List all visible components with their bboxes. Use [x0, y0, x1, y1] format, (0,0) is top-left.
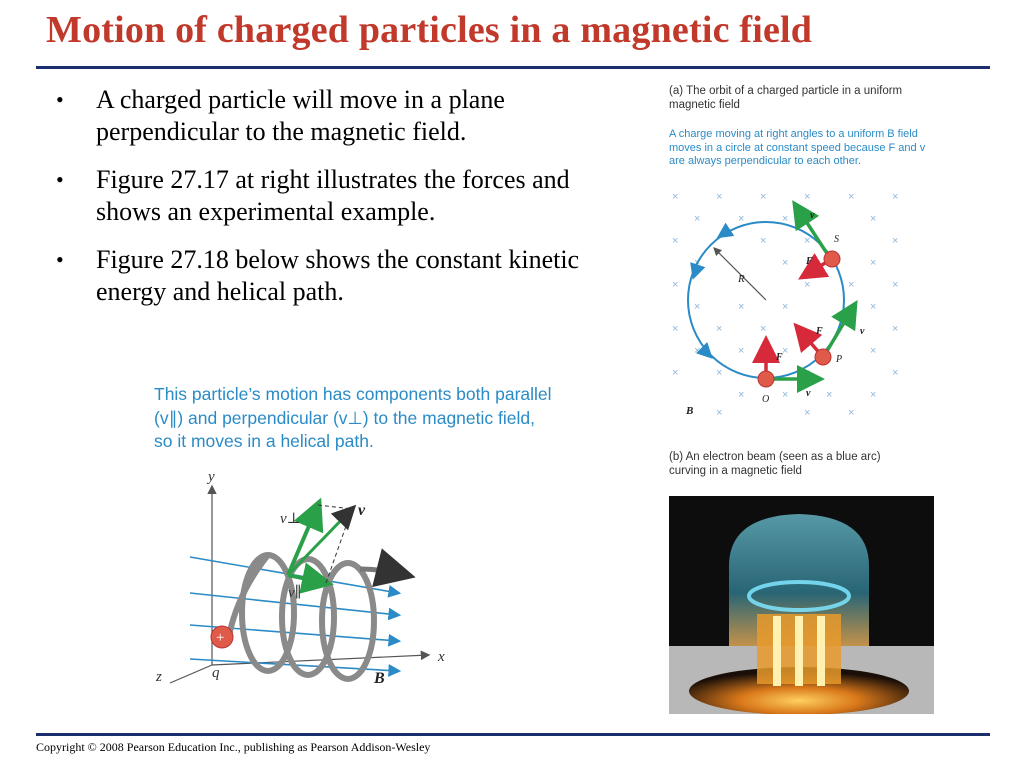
orbit-diagram [666, 190, 928, 420]
svg-text:×: × [892, 191, 899, 203]
svg-text:×: × [848, 407, 855, 419]
svg-text:×: × [694, 301, 701, 313]
svg-text:×: × [804, 235, 811, 247]
svg-text:×: × [870, 257, 877, 269]
svg-text:×: × [870, 301, 877, 313]
helix-caption: This particle’s motion has components both parallel (v∥) and perpendicular (v⊥) to the magnetic field, so it moves in a helical path. [154, 384, 552, 451]
v-label-o: v [806, 388, 811, 399]
svg-text:×: × [826, 389, 833, 401]
particle-s [824, 251, 840, 267]
x-axis [212, 655, 428, 665]
f-label-s: F [806, 256, 813, 267]
footer-divider [36, 733, 990, 736]
v-label-s: v [810, 210, 815, 221]
svg-text:×: × [892, 279, 899, 291]
svg-text:×: × [848, 191, 855, 203]
figure-b-letter: (b) [669, 451, 684, 463]
svg-text:×: × [738, 345, 745, 357]
velocity-arrow-p [824, 306, 854, 356]
svg-text:×: × [716, 367, 723, 379]
svg-text:×: × [716, 407, 723, 419]
bullet-item [52, 84, 612, 148]
svg-text:×: × [694, 213, 701, 225]
y-axis-label: y [208, 469, 215, 485]
figure-a-title: The orbit of a charged particle in a uniform magnetic field [669, 85, 903, 111]
figure-a-letter: (a) [669, 85, 684, 97]
x-axis-label: x [438, 649, 445, 665]
point-o-label: O [762, 394, 770, 405]
bullet-list [52, 84, 612, 324]
svg-text:×: × [892, 235, 899, 247]
bullet-text: A charged particle will move in a plane perpendicular to the magnetic field. [96, 85, 505, 146]
figure-a-note: A charge moving at right angles to a uniform B field moves in a circle at constant speed because F and v are always perpendicular to each other. [669, 128, 926, 167]
svg-text:×: × [782, 389, 789, 401]
f-label-p: F [816, 326, 823, 337]
svg-text:×: × [804, 367, 811, 379]
svg-text:×: × [738, 389, 745, 401]
component-guide [318, 505, 352, 509]
field-label-b: B [374, 670, 385, 687]
svg-text:×: × [672, 191, 679, 203]
svg-text:×: × [782, 345, 789, 357]
helix-diagram [150, 465, 470, 695]
copyright-footer: Copyright © 2008 Pearson Education Inc., publishing as Pearson Addison-Wesley [36, 740, 431, 754]
svg-text:×: × [870, 213, 877, 225]
z-axis-label: z [156, 669, 162, 685]
v-perp-label: v⊥ [280, 511, 301, 527]
svg-text:×: × [716, 191, 723, 203]
svg-text:×: × [782, 257, 789, 269]
bullet-text: Figure 27.18 below shows the constant kinetic energy and helical path. [96, 245, 580, 306]
charge-label-q: q [212, 665, 220, 681]
f-label-o: F [776, 352, 783, 363]
bullet-icon: • [56, 167, 64, 192]
svg-text:×: × [694, 257, 701, 269]
title-divider [36, 66, 990, 69]
z-axis [170, 665, 212, 683]
figure-b-caption [669, 450, 919, 478]
bullet-text: Figure 27.17 at right illustrates the forces and shows an experimental example. [96, 165, 570, 226]
svg-text:×: × [760, 191, 767, 203]
svg-text:×: × [848, 279, 855, 291]
figure-b-title: An electron beam (seen as a blue arc) curving in a magnetic field [669, 451, 881, 477]
svg-text:×: × [892, 367, 899, 379]
svg-text:×: × [672, 323, 679, 335]
svg-text:×: × [782, 301, 789, 313]
svg-text:×: × [804, 279, 811, 291]
helix-end-arrow [360, 569, 406, 575]
svg-text:×: × [694, 345, 701, 357]
svg-text:×: × [892, 323, 899, 335]
v-par-label: v∥ [288, 585, 302, 601]
svg-text:×: × [804, 191, 811, 203]
slide-title: Motion of charged particles in a magnetic field [46, 9, 813, 51]
bullet-item [52, 164, 612, 228]
svg-text:×: × [804, 407, 811, 419]
svg-text:×: × [672, 235, 679, 247]
svg-text:×: × [782, 213, 789, 225]
plus-icon: + [216, 630, 225, 646]
particle-p [815, 349, 831, 365]
svg-text:×: × [870, 389, 877, 401]
svg-text:×: × [760, 235, 767, 247]
svg-text:×: × [760, 323, 767, 335]
point-p-label: P [836, 354, 843, 365]
svg-text:×: × [716, 323, 723, 335]
particle-o [758, 371, 774, 387]
figure-a-caption [669, 84, 939, 112]
svg-text:×: × [738, 213, 745, 225]
component-guide [326, 509, 352, 583]
svg-text:×: × [870, 345, 877, 357]
v-label: v [358, 502, 366, 519]
bullet-icon: • [56, 87, 64, 112]
bullet-icon: • [56, 247, 64, 272]
field-label-b: B [686, 405, 694, 417]
point-s-label: S [834, 234, 839, 245]
svg-text:×: × [672, 367, 679, 379]
svg-text:×: × [738, 301, 745, 313]
bullet-item [52, 244, 612, 308]
v-label-p: v [860, 326, 865, 337]
radius-label: R [738, 273, 745, 285]
electron-beam-photo [669, 496, 934, 714]
svg-text:×: × [672, 279, 679, 291]
